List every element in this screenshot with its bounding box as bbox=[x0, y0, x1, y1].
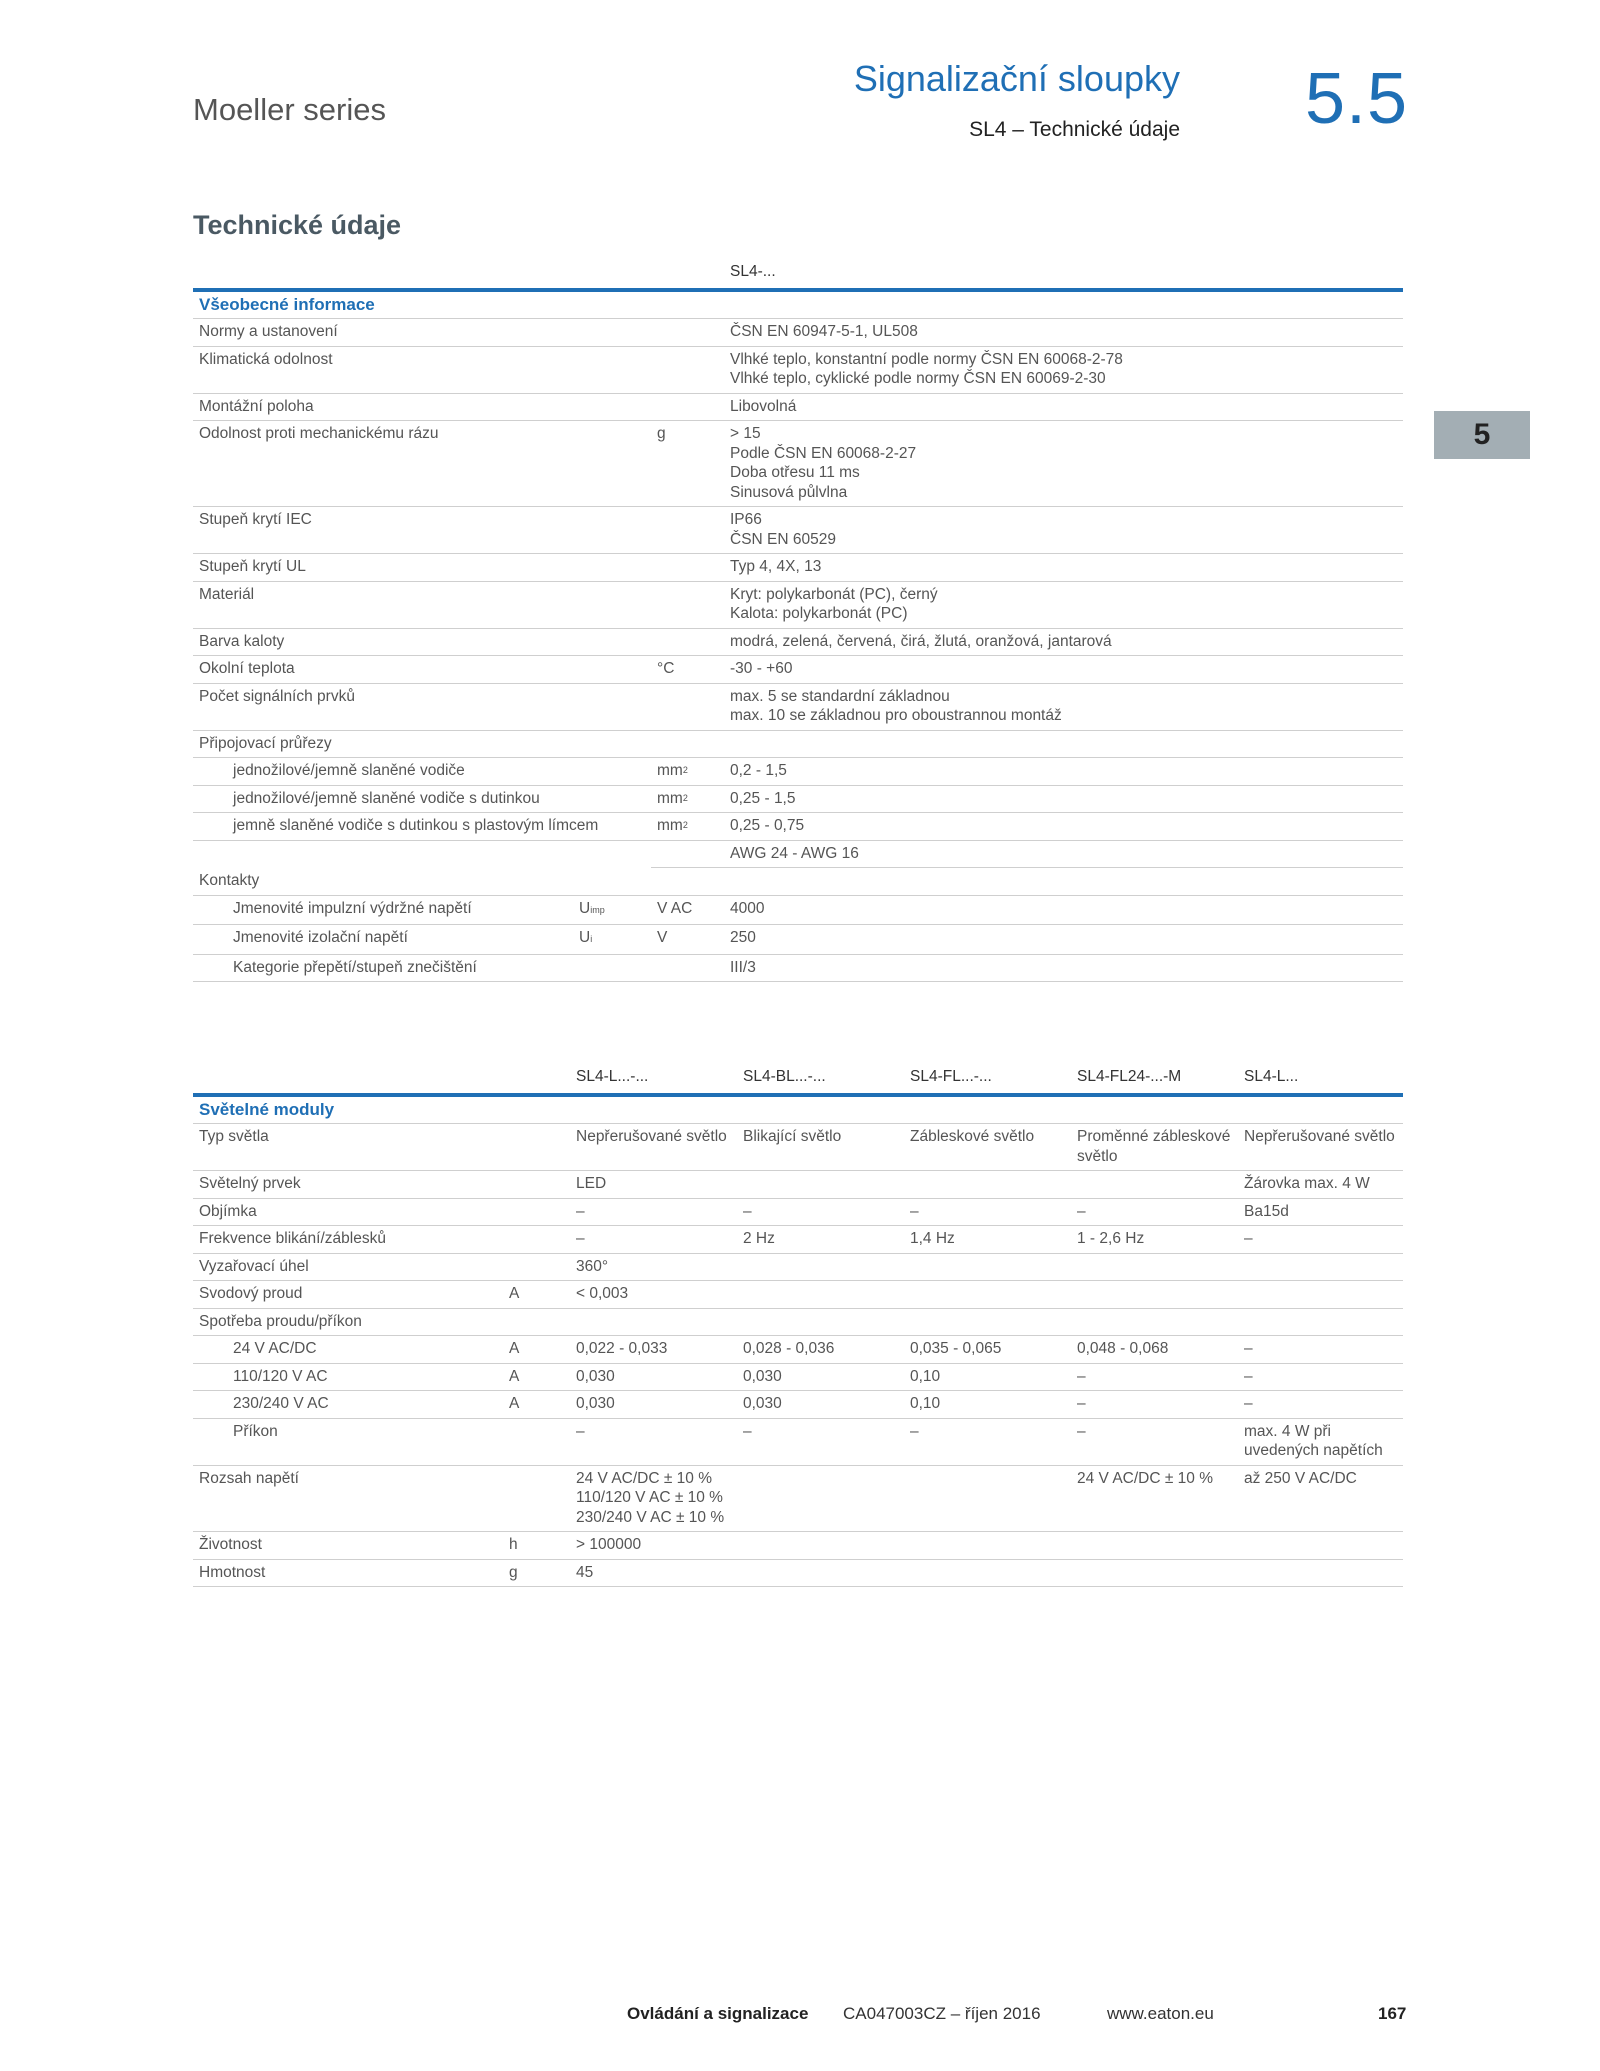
table-row bbox=[193, 1465, 1403, 1532]
row-value: 4000 bbox=[724, 895, 1403, 925]
page-number: 167 bbox=[1378, 2004, 1407, 2023]
table-row bbox=[193, 895, 1403, 925]
row-label: Okolní teplota bbox=[193, 656, 651, 684]
cell: max. 4 W při uvedených napětích bbox=[1238, 1418, 1403, 1465]
table-row bbox=[193, 1253, 1403, 1281]
table-row bbox=[193, 683, 1403, 730]
cell: 24 V AC/DC ± 10 % bbox=[1071, 1465, 1238, 1532]
row-label: Barva kaloty bbox=[193, 628, 651, 656]
cell: 0,030 bbox=[737, 1363, 904, 1391]
cell: – bbox=[1238, 1226, 1403, 1254]
cell: – bbox=[570, 1418, 737, 1465]
table-row bbox=[193, 730, 1403, 758]
column-header: SL4-FL...-... bbox=[904, 1064, 1071, 1095]
row-label: Připojovací průřezy bbox=[193, 730, 1403, 758]
table-row bbox=[193, 581, 1403, 628]
cell: – bbox=[570, 1226, 737, 1254]
row-value: Kryt: polykarbonát (PC), černý Kalota: polykarbonát (PC) bbox=[724, 581, 1403, 628]
cell: 1 - 2,6 Hz bbox=[1071, 1226, 1238, 1254]
row-unit: $mm^2$ bbox=[651, 813, 724, 841]
row-label: Světelný prvek bbox=[193, 1171, 503, 1199]
cell: 0,028 - 0,036 bbox=[737, 1336, 904, 1364]
row-value: ČSN EN 60947-5-1, UL508 bbox=[724, 319, 1403, 347]
table-row bbox=[193, 1198, 1403, 1226]
cell: – bbox=[1238, 1363, 1403, 1391]
row-value: 250 bbox=[724, 925, 1403, 955]
cell: 0,10 bbox=[904, 1391, 1071, 1419]
row-unit: $mm^2$ bbox=[651, 758, 724, 786]
row-value: modrá, zelená, červená, čirá, žlutá, oranžová, jantarová bbox=[724, 628, 1403, 656]
cell: Ba15d bbox=[1238, 1198, 1403, 1226]
row-label: Počet signálních prvků bbox=[193, 683, 651, 730]
row-label: jednožilové/jemně slaněné vodiče s dutinkou bbox=[193, 785, 651, 813]
table-row bbox=[193, 1308, 1403, 1336]
table-row bbox=[193, 840, 1403, 868]
row-label: Kategorie přepětí/stupeň znečištění bbox=[193, 954, 651, 982]
series-name: Moeller series bbox=[193, 92, 386, 127]
row-label: 24 V AC/DC bbox=[193, 1336, 503, 1364]
footer-catalog: CA047003CZ – říjen 2016 bbox=[843, 2004, 1041, 2023]
row-label: Montážní poloha bbox=[193, 393, 651, 421]
cell: < 0,003 bbox=[570, 1281, 737, 1309]
row-value: III/3 bbox=[724, 954, 1403, 982]
section-number: 5.5 bbox=[1305, 59, 1409, 139]
table-row bbox=[193, 507, 1403, 554]
cell: – bbox=[737, 1418, 904, 1465]
footer-section: Ovládání a signalizace bbox=[627, 2004, 809, 2023]
table-row bbox=[193, 656, 1403, 684]
column-header: SL4-... bbox=[724, 259, 1403, 290]
row-label: jednožilové/jemně slaněné vodiče bbox=[193, 758, 651, 786]
column-header: SL4-FL24-...-M bbox=[1071, 1064, 1238, 1095]
table-row bbox=[193, 319, 1403, 347]
column-header: SL4-BL...-... bbox=[737, 1064, 904, 1095]
row-unit: A bbox=[503, 1336, 570, 1364]
row-label: Jmenovité izolační napětí Ui bbox=[193, 925, 651, 955]
row-label: Materiál bbox=[193, 581, 651, 628]
table-row bbox=[193, 954, 1403, 982]
cell: 360° bbox=[570, 1253, 737, 1281]
section-row bbox=[193, 1095, 1403, 1124]
cell: 0,035 - 0,065 bbox=[904, 1336, 1071, 1364]
row-label: 110/120 V AC bbox=[193, 1363, 503, 1391]
table-row bbox=[193, 758, 1403, 786]
row-label: Stupeň krytí UL bbox=[193, 554, 651, 582]
row-value: IP66 ČSN EN 60529 bbox=[724, 507, 1403, 554]
table-row bbox=[193, 1363, 1403, 1391]
row-unit: V AC bbox=[651, 895, 724, 925]
table-row bbox=[193, 813, 1403, 841]
row-value: -30 - +60 bbox=[724, 656, 1403, 684]
section-heading: Technické údaje bbox=[193, 210, 402, 240]
row-label: Typ světla bbox=[193, 1124, 503, 1171]
table-row bbox=[193, 628, 1403, 656]
table-row bbox=[193, 554, 1403, 582]
table-row bbox=[193, 1124, 1403, 1171]
cell: 45 bbox=[570, 1559, 737, 1587]
light-modules-table bbox=[193, 1064, 1403, 1587]
row-unit: $mm^2$ bbox=[651, 785, 724, 813]
row-unit: g bbox=[651, 421, 724, 507]
row-value: 0,25 - 0,75 bbox=[724, 813, 1403, 841]
row-label: Jmenovité impulzní výdržné napětí Uimp bbox=[193, 895, 651, 925]
table-row bbox=[193, 1171, 1403, 1199]
row-value: max. 5 se standardní základnou max. 10 se základnou pro oboustrannou montáž bbox=[724, 683, 1403, 730]
cell: 24 V AC/DC ± 10 % 110/120 V AC ± 10 % 230/240 V AC ± 10 % bbox=[570, 1465, 904, 1532]
cell: Zábleskové světlo bbox=[904, 1124, 1071, 1171]
row-unit: A bbox=[503, 1391, 570, 1419]
cell: Nepřerušované světlo bbox=[570, 1124, 737, 1171]
row-label: Hmotnost bbox=[193, 1559, 503, 1587]
row-label: Příkon bbox=[193, 1418, 503, 1465]
cell: Blikající světlo bbox=[737, 1124, 904, 1171]
section-row bbox=[193, 290, 1403, 319]
table-row bbox=[193, 785, 1403, 813]
row-unit: °C bbox=[651, 656, 724, 684]
row-label: Vyzařovací úhel bbox=[193, 1253, 503, 1281]
row-unit: V bbox=[651, 925, 724, 955]
table-row bbox=[193, 868, 1403, 896]
cell: 1,4 Hz bbox=[904, 1226, 1071, 1254]
table-row bbox=[193, 1336, 1403, 1364]
row-label: Normy a ustanovení bbox=[193, 319, 651, 347]
table-header-row bbox=[193, 1064, 1403, 1095]
row-value: > 15 Podle ČSN EN 60068-2-27 Doba otřesu 11 ms Sinusová půlvlna bbox=[724, 421, 1403, 507]
cell: – bbox=[1238, 1391, 1403, 1419]
cell: 0,030 bbox=[570, 1363, 737, 1391]
cell: – bbox=[1071, 1418, 1238, 1465]
cell: 0,10 bbox=[904, 1363, 1071, 1391]
cell: 0,048 - 0,068 bbox=[1071, 1336, 1238, 1364]
row-label: Objímka bbox=[193, 1198, 503, 1226]
cell: > 100000 bbox=[570, 1532, 737, 1560]
cell: 0,030 bbox=[570, 1391, 737, 1419]
cell: – bbox=[737, 1198, 904, 1226]
table-row bbox=[193, 1391, 1403, 1419]
section-label: Všeobecné informace bbox=[193, 290, 1403, 319]
cell: Nepřerušované světlo bbox=[1238, 1124, 1403, 1171]
row-label: Spotřeba proudu/příkon bbox=[193, 1308, 1403, 1336]
table-row bbox=[193, 1281, 1403, 1309]
general-info-table bbox=[193, 259, 1403, 982]
cell: Proměnné zábleskové světlo bbox=[1071, 1124, 1238, 1171]
cell: Žárovka max. 4 W bbox=[1238, 1171, 1403, 1199]
cell: – bbox=[570, 1198, 737, 1226]
cell: 2 Hz bbox=[737, 1226, 904, 1254]
row-label: Svodový proud bbox=[193, 1281, 503, 1309]
table-header-row bbox=[193, 259, 1403, 290]
cell: LED bbox=[570, 1171, 737, 1199]
page-title: Signalizační sloupky bbox=[853, 58, 1180, 99]
row-label: 230/240 V AC bbox=[193, 1391, 503, 1419]
cell: – bbox=[1071, 1198, 1238, 1226]
row-label: Frekvence blikání/záblesků bbox=[193, 1226, 503, 1254]
cell: – bbox=[1238, 1336, 1403, 1364]
row-value: 0,2 - 1,5 bbox=[724, 758, 1403, 786]
table-row bbox=[193, 421, 1403, 507]
row-unit: h bbox=[503, 1532, 570, 1560]
row-label: Odolnost proti mechanickému rázu bbox=[193, 421, 651, 507]
cell: – bbox=[904, 1418, 1071, 1465]
footer-website[interactable]: www.eaton.eu bbox=[1107, 2004, 1214, 2023]
table-row bbox=[193, 1226, 1403, 1254]
row-label: Kontakty bbox=[193, 868, 1403, 896]
row-unit: A bbox=[503, 1363, 570, 1391]
row-value: Vlhké teplo, konstantní podle normy ČSN EN 60068-2-78 Vlhké teplo, cyklické podle normy ČSN EN 60069-2-30 bbox=[724, 346, 1403, 393]
table-row bbox=[193, 1532, 1403, 1560]
row-value: Typ 4, 4X, 13 bbox=[724, 554, 1403, 582]
row-unit: g bbox=[503, 1559, 570, 1587]
cell: 0,030 bbox=[737, 1391, 904, 1419]
row-value: 0,25 - 1,5 bbox=[724, 785, 1403, 813]
column-header: SL4-L...-... bbox=[570, 1064, 737, 1095]
table-row bbox=[193, 1418, 1403, 1465]
cell: – bbox=[904, 1198, 1071, 1226]
cell: až 250 V AC/DC bbox=[1238, 1465, 1403, 1532]
page-subtitle: SL4 – Technické údaje bbox=[969, 118, 1180, 141]
table-row bbox=[193, 393, 1403, 421]
table-row bbox=[193, 1559, 1403, 1587]
row-label: Stupeň krytí IEC bbox=[193, 507, 651, 554]
row-label: Životnost bbox=[193, 1532, 503, 1560]
table-row bbox=[193, 925, 1403, 955]
cell: 0,022 - 0,033 bbox=[570, 1336, 737, 1364]
cell: – bbox=[1071, 1391, 1238, 1419]
row-value: AWG 24 - AWG 16 bbox=[724, 840, 1403, 868]
row-label: Rozsah napětí bbox=[193, 1465, 503, 1532]
cell: – bbox=[1071, 1363, 1238, 1391]
row-label: jemně slaněné vodiče s dutinkou s plastovým límcem bbox=[193, 813, 651, 841]
table-row bbox=[193, 346, 1403, 393]
row-value: Libovolná bbox=[724, 393, 1403, 421]
row-unit: A bbox=[503, 1281, 570, 1309]
row-label: Klimatická odolnost bbox=[193, 346, 651, 393]
section-label: Světelné moduly bbox=[193, 1095, 1403, 1124]
column-header: SL4-L... bbox=[1238, 1064, 1403, 1095]
chapter-tab: 5 bbox=[1434, 411, 1530, 459]
